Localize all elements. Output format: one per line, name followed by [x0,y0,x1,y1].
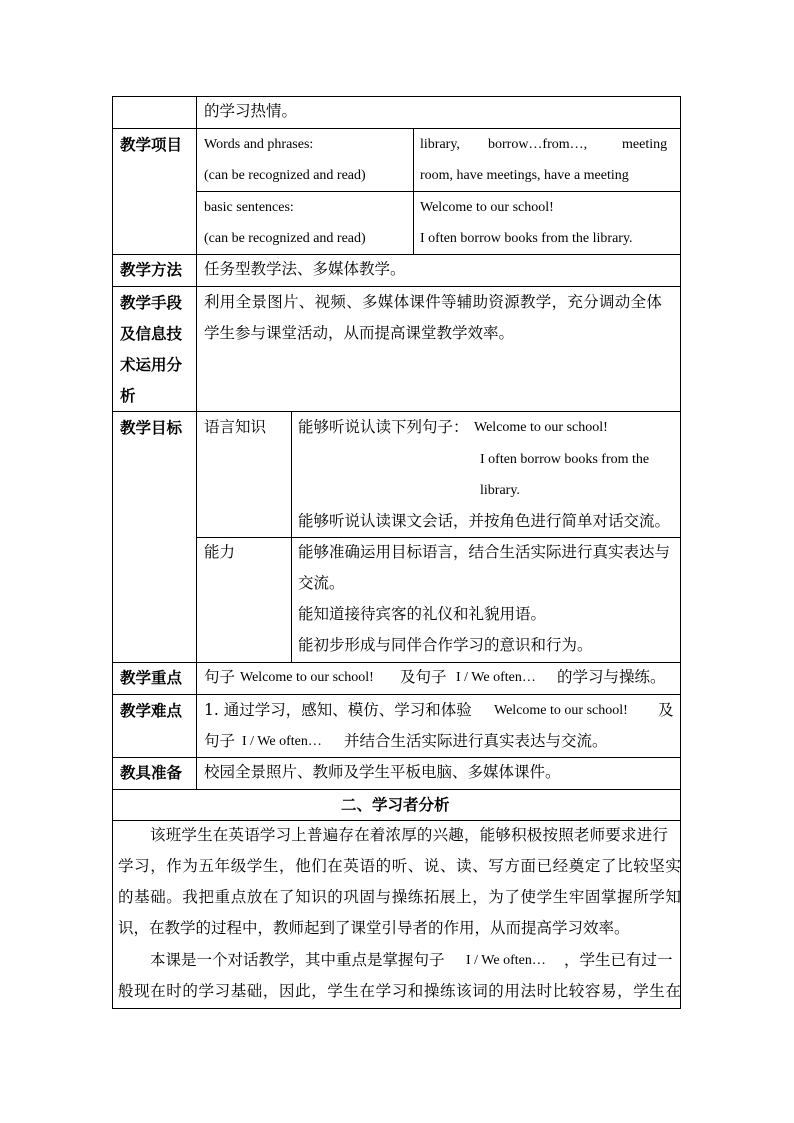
rule [112,1008,680,1009]
method-label: 教学方法 [120,260,183,279]
rule [196,191,680,192]
ability-label: 能力 [204,543,236,561]
means-label-line: 术运用分 [120,355,183,374]
paragraph2-line1-b: ，学生已有过一 [564,951,673,969]
paragraph2-line2: 般现在时的学习基础，因此，学生在学习和操练该词的用法时比较容易，学生在 [118,982,682,1000]
rule [112,411,680,412]
paragraph2-line1-a: 本课是一个对话教学，其中重点是掌握句子 [150,951,445,969]
knowledge-line2: I often borrow books from the [480,452,650,467]
rule [413,128,414,254]
means-label-line: 及信息技 [120,324,183,343]
key-part: 的学习与操练。 [557,668,666,686]
ability-line: 交流。 [298,574,345,592]
difficulty-line1-en: Welcome to our school! [494,703,628,718]
tools-label: 教具准备 [120,763,183,782]
difficulty-line1-part: 1. 通过学习，感知、模仿、学习和体验 [204,701,472,719]
key-part: 及句子 [400,668,447,686]
words-title: Words and phrases: [204,137,314,152]
paragraph-line: 该班学生在英语学习上普遍存在着浓厚的兴趣，能够积极按照老师要求进行 [150,826,669,844]
ability-line: 能知道接待宾客的礼仪和礼貌用语。 [298,605,547,623]
means-text-line: 利用全景图片、视频、多媒体课件等辅助资源教学，充分调动全体 [204,293,663,311]
sentence-2: I often borrow books from the library. [420,231,633,246]
items-label: 教学项目 [120,135,183,154]
means-label-line: 教学手段 [120,293,183,312]
knowledge-label: 语言知识 [204,418,267,436]
sentences-title: basic sentences: [204,200,294,215]
section-heading: 二、学习者分析 [341,795,450,814]
difficulty-line2-part: 句子 [204,732,236,750]
difficulty-line1-part: 及 [658,701,674,719]
key-part: 句子 [204,668,236,686]
words-list-part2: borrow…from…, [488,137,588,152]
knowledge-line1-en: Welcome to our school! [474,420,608,435]
rule [112,128,680,129]
rule [112,96,113,1009]
words-list-part3: meeting [622,137,668,152]
sentence-1: Welcome to our school! [420,200,554,215]
paragraph-line: 的基础。我把重点放在了知识的巩固与操练拓展上，为了使学生牢固掌握所学知 [118,888,682,906]
knowledge-line3: library. [480,483,520,498]
difficulty-line2-part: 并结合生活实际进行真实表达与交流。 [344,732,608,750]
paragraph-line: 学习，作为五年级学生，他们在英语的听、说、读、写方面已经奠定了比较坚实 [118,857,682,875]
paragraph2-line1-en: I / We often… [466,953,546,968]
difficulty-label: 教学难点 [120,701,183,720]
key-label: 教学重点 [120,668,183,687]
rule [112,694,680,695]
knowledge-line4: 能够听说认读课文会话，并按角色进行简单对话交流。 [298,512,671,530]
rule [196,96,197,789]
words-list-line2: room, have meetings, have a meeting [420,168,629,183]
key-part-en: I / We often… [456,670,536,685]
ability-line: 能初步形成与同伴合作学习的意识和行为。 [298,636,593,654]
means-text-line: 学生参与课堂活动，从而提高课堂教学效率。 [204,324,515,342]
means-label-line: 析 [120,386,136,405]
words-list-part1: library, [420,137,460,152]
words-note: (can be recognized and read) [204,168,366,183]
rule [291,411,292,662]
difficulty-line2-en: I / We often… [242,734,322,749]
goals-label: 教学目标 [120,418,183,437]
continuation-text: 的学习热情。 [204,102,298,120]
rule [112,286,680,287]
sentences-note: (can be recognized and read) [204,231,366,246]
ability-line: 能够准确运用目标语言，结合生活实际进行真实表达与 [298,543,671,561]
rule [112,757,680,758]
rule [112,789,680,790]
key-part-en: Welcome to our school! [240,670,374,685]
tools-text: 校园全景照片、教师及学生平板电脑、多媒体课件。 [204,763,561,781]
rule [196,537,680,538]
rule [112,820,680,821]
rule [112,662,680,663]
rule [112,254,680,255]
method-text: 任务型教学法、多媒体教学。 [204,260,406,278]
knowledge-line1-zh: 能够听说认读下列句子： [298,418,469,436]
rule [112,96,680,97]
paragraph-line: 识，在教学的过程中，教师起到了课堂引导者的作用，从而提高学习效率。 [118,919,630,937]
